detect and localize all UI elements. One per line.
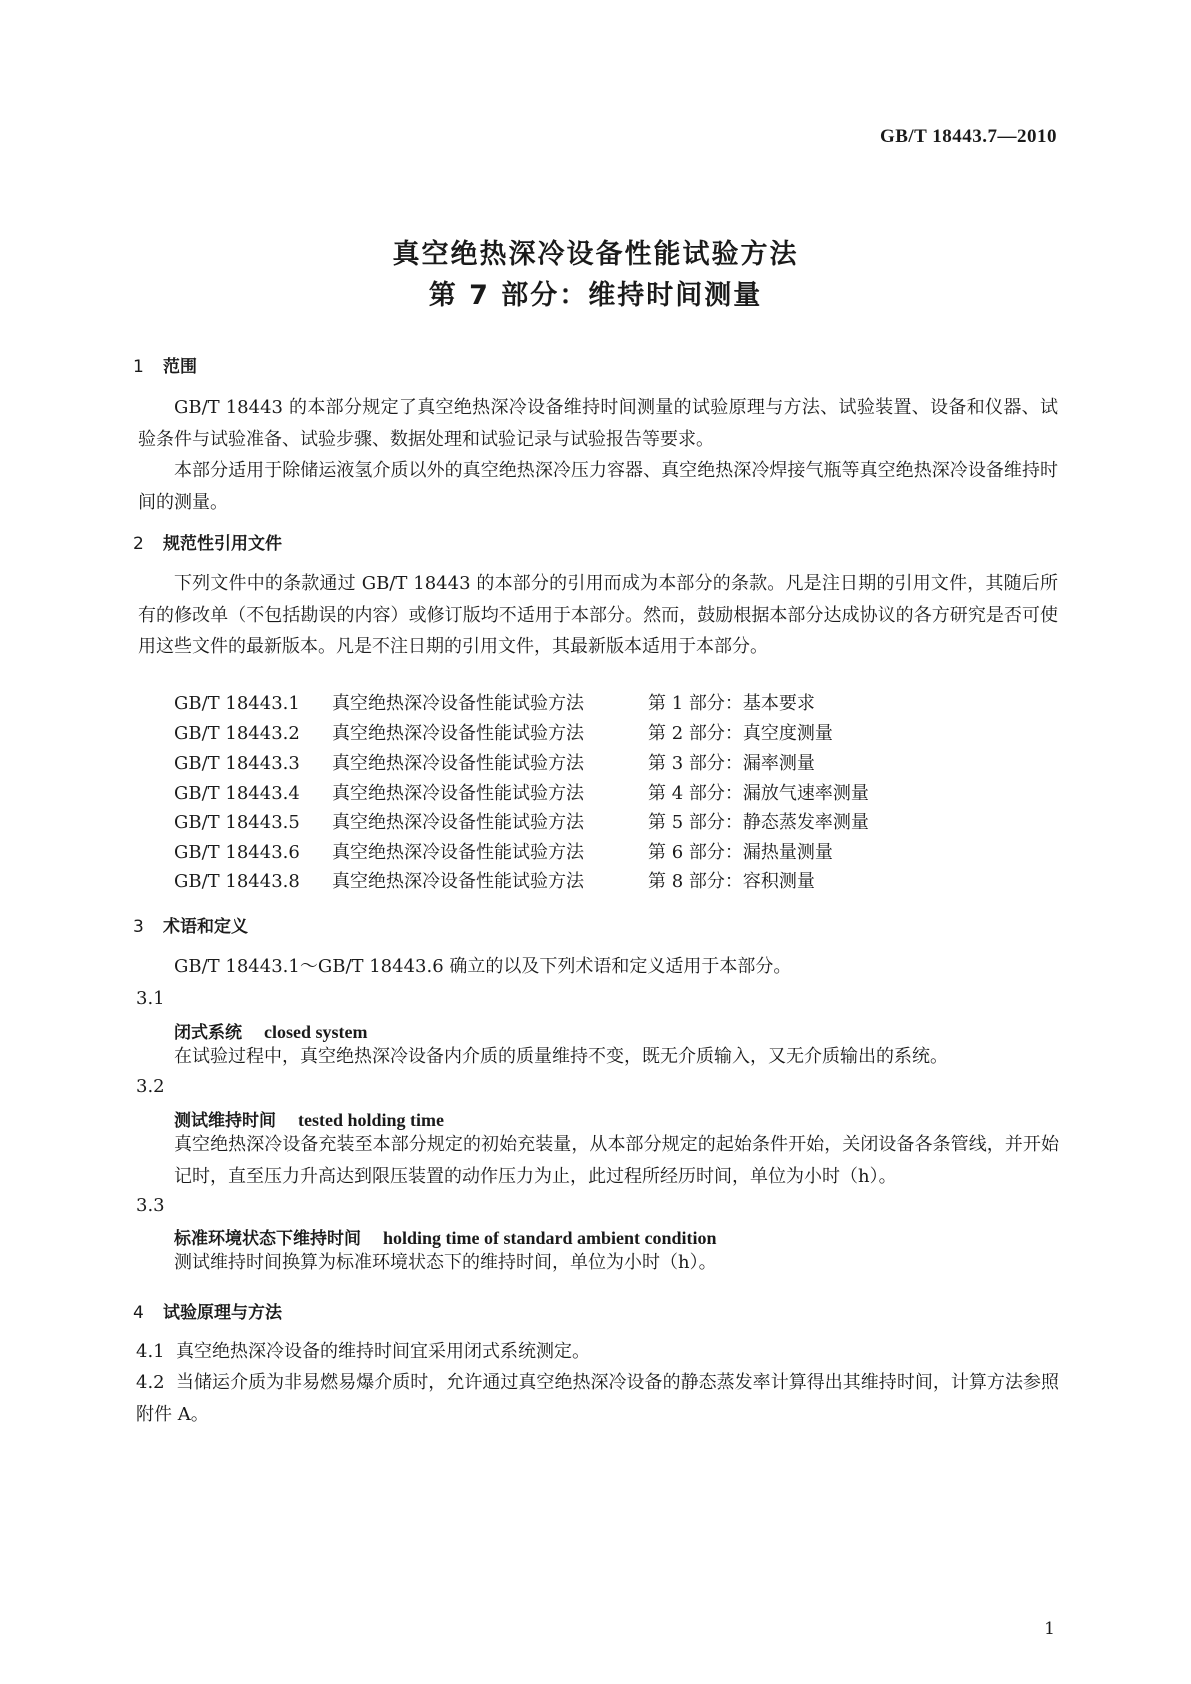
- term-number: 3.3: [136, 1195, 165, 1216]
- reference-name: 真空绝热深冷设备性能试验方法: [332, 783, 584, 804]
- clause-item: [136, 1367, 1059, 1430]
- reference-name: 真空绝热深冷设备性能试验方法: [332, 753, 584, 774]
- clause-number: 4.2: [136, 1372, 165, 1393]
- reference-name: 真空绝热深冷设备性能试验方法: [332, 693, 584, 714]
- term-number: 3.1: [136, 988, 165, 1009]
- reference-part: 第 3 部分：漏率测量: [648, 753, 815, 774]
- term-zh: 测试维持时间: [174, 1111, 276, 1131]
- section-3-paragraph-1: GB/T 18443.1～GB/T 18443.6 确立的以及下列术语和定义适用于本部分。: [174, 956, 792, 977]
- term-en: holding time of standard ambient condition: [383, 1228, 717, 1248]
- section-number: 3: [133, 917, 144, 937]
- normative-reference-item: [174, 719, 833, 745]
- section-3-heading: [133, 912, 248, 937]
- clause-item: [136, 1336, 1059, 1368]
- normative-reference-item: [174, 779, 869, 805]
- section-number: 2: [133, 534, 144, 554]
- section-title: 范围: [163, 357, 197, 377]
- normative-reference-item: [174, 838, 833, 864]
- section-number: 4: [133, 1303, 144, 1323]
- reference-part: 第 1 部分：基本要求: [648, 693, 815, 714]
- term-definition: 测试维持时间换算为标准环境状态下的维持时间，单位为小时（h）。: [174, 1252, 717, 1273]
- reference-code: GB/T 18443.8: [174, 871, 300, 892]
- section-title: 术语和定义: [163, 917, 248, 937]
- section-2-heading: [133, 529, 282, 554]
- reference-name: 真空绝热深冷设备性能试验方法: [332, 871, 584, 892]
- reference-part: 第 2 部分：真空度测量: [648, 723, 833, 744]
- term-heading: [174, 1018, 367, 1043]
- reference-part: 第 5 部分：静态蒸发率测量: [648, 812, 869, 833]
- normative-reference-item: [174, 749, 815, 775]
- reference-name: 真空绝热深冷设备性能试验方法: [332, 812, 584, 833]
- reference-code: GB/T 18443.5: [174, 812, 300, 833]
- reference-name: 真空绝热深冷设备性能试验方法: [332, 723, 584, 744]
- term-heading: [174, 1106, 444, 1131]
- term-definition: 在试验过程中，真空绝热深冷设备内介质的质量维持不变，既无介质输入，又无介质输出的系统。: [174, 1046, 948, 1067]
- term-definition: 真空绝热深冷设备充装至本部分规定的初始充装量，从本部分规定的起始条件开始，关闭设备各条管线，并开始记时，直至压力升高达到限压装置的动作压力为止，此过程所经历时间，单位为小时（h）。: [174, 1134, 1059, 1187]
- reference-code: GB/T 18443.6: [174, 842, 300, 863]
- reference-code: GB/T 18443.2: [174, 723, 300, 744]
- normative-reference-item: [174, 808, 869, 834]
- reference-code: GB/T 18443.4: [174, 783, 300, 804]
- term-en: closed system: [264, 1022, 368, 1042]
- section-1-paragraph-2: 本部分适用于除储运液氢介质以外的真空绝热深冷压力容器、真空绝热深冷焊接气瓶等真空绝热深冷设备维持时间的测量。: [138, 460, 1058, 513]
- reference-part: 第 8 部分：容积测量: [648, 871, 815, 892]
- term-heading: [174, 1224, 717, 1249]
- term-zh: 闭式系统: [174, 1023, 242, 1043]
- section-1-paragraph-1: GB/T 18443 的本部分规定了真空绝热深冷设备维持时间测量的试验原理与方法、试验装置、设备和仪器、试验条件与试验准备、试验步骤、数据处理和试验记录与试验报告等要求。: [138, 397, 1058, 450]
- section-2-paragraph-1: 下列文件中的条款通过 GB/T 18443 的本部分的引用而成为本部分的条款。凡是注日期的引用文件，其随后所有的修改单（不包括勘误的内容）或修订版均不适用于本部分。然而，鼓励根据本部分达成协议的各方研究是否可使用这些文件的最新版本。凡是不注日期的引用文件，其最新版本适用于本部分。: [138, 573, 1058, 657]
- document-title-line2: 第 7 部分：维持时间测量: [428, 280, 763, 311]
- section-4-heading: [133, 1298, 282, 1323]
- reference-part: 第 4 部分：漏放气速率测量: [648, 783, 869, 804]
- normative-reference-item: [174, 689, 815, 715]
- section-title: 规范性引用文件: [163, 534, 282, 554]
- clause-text: 真空绝热深冷设备的维持时间宜采用闭式系统测定。: [176, 1341, 590, 1362]
- reference-name: 真空绝热深冷设备性能试验方法: [332, 842, 584, 863]
- clause-number: 4.1: [136, 1341, 165, 1362]
- term-en: tested holding time: [298, 1110, 444, 1130]
- clause-text: 当储运介质为非易燃易爆介质时，允许通过真空绝热深冷设备的静态蒸发率计算得出其维持时间，计算方法参照附件 A。: [136, 1372, 1059, 1425]
- section-title: 试验原理与方法: [163, 1303, 282, 1323]
- term-number: 3.2: [136, 1076, 165, 1097]
- standard-code: GB/T 18443.7—2010: [879, 126, 1057, 147]
- section-1-heading: [133, 352, 197, 377]
- term-zh: 标准环境状态下维持时间: [174, 1229, 361, 1249]
- page-number: 1: [1044, 1619, 1055, 1639]
- section-number: 1: [133, 357, 144, 377]
- document-title-line1: 真空绝热深冷设备性能试验方法: [392, 239, 799, 270]
- reference-code: GB/T 18443.1: [174, 693, 300, 714]
- reference-part: 第 6 部分：漏热量测量: [648, 842, 833, 863]
- normative-reference-item: [174, 867, 815, 893]
- reference-code: GB/T 18443.3: [174, 753, 300, 774]
